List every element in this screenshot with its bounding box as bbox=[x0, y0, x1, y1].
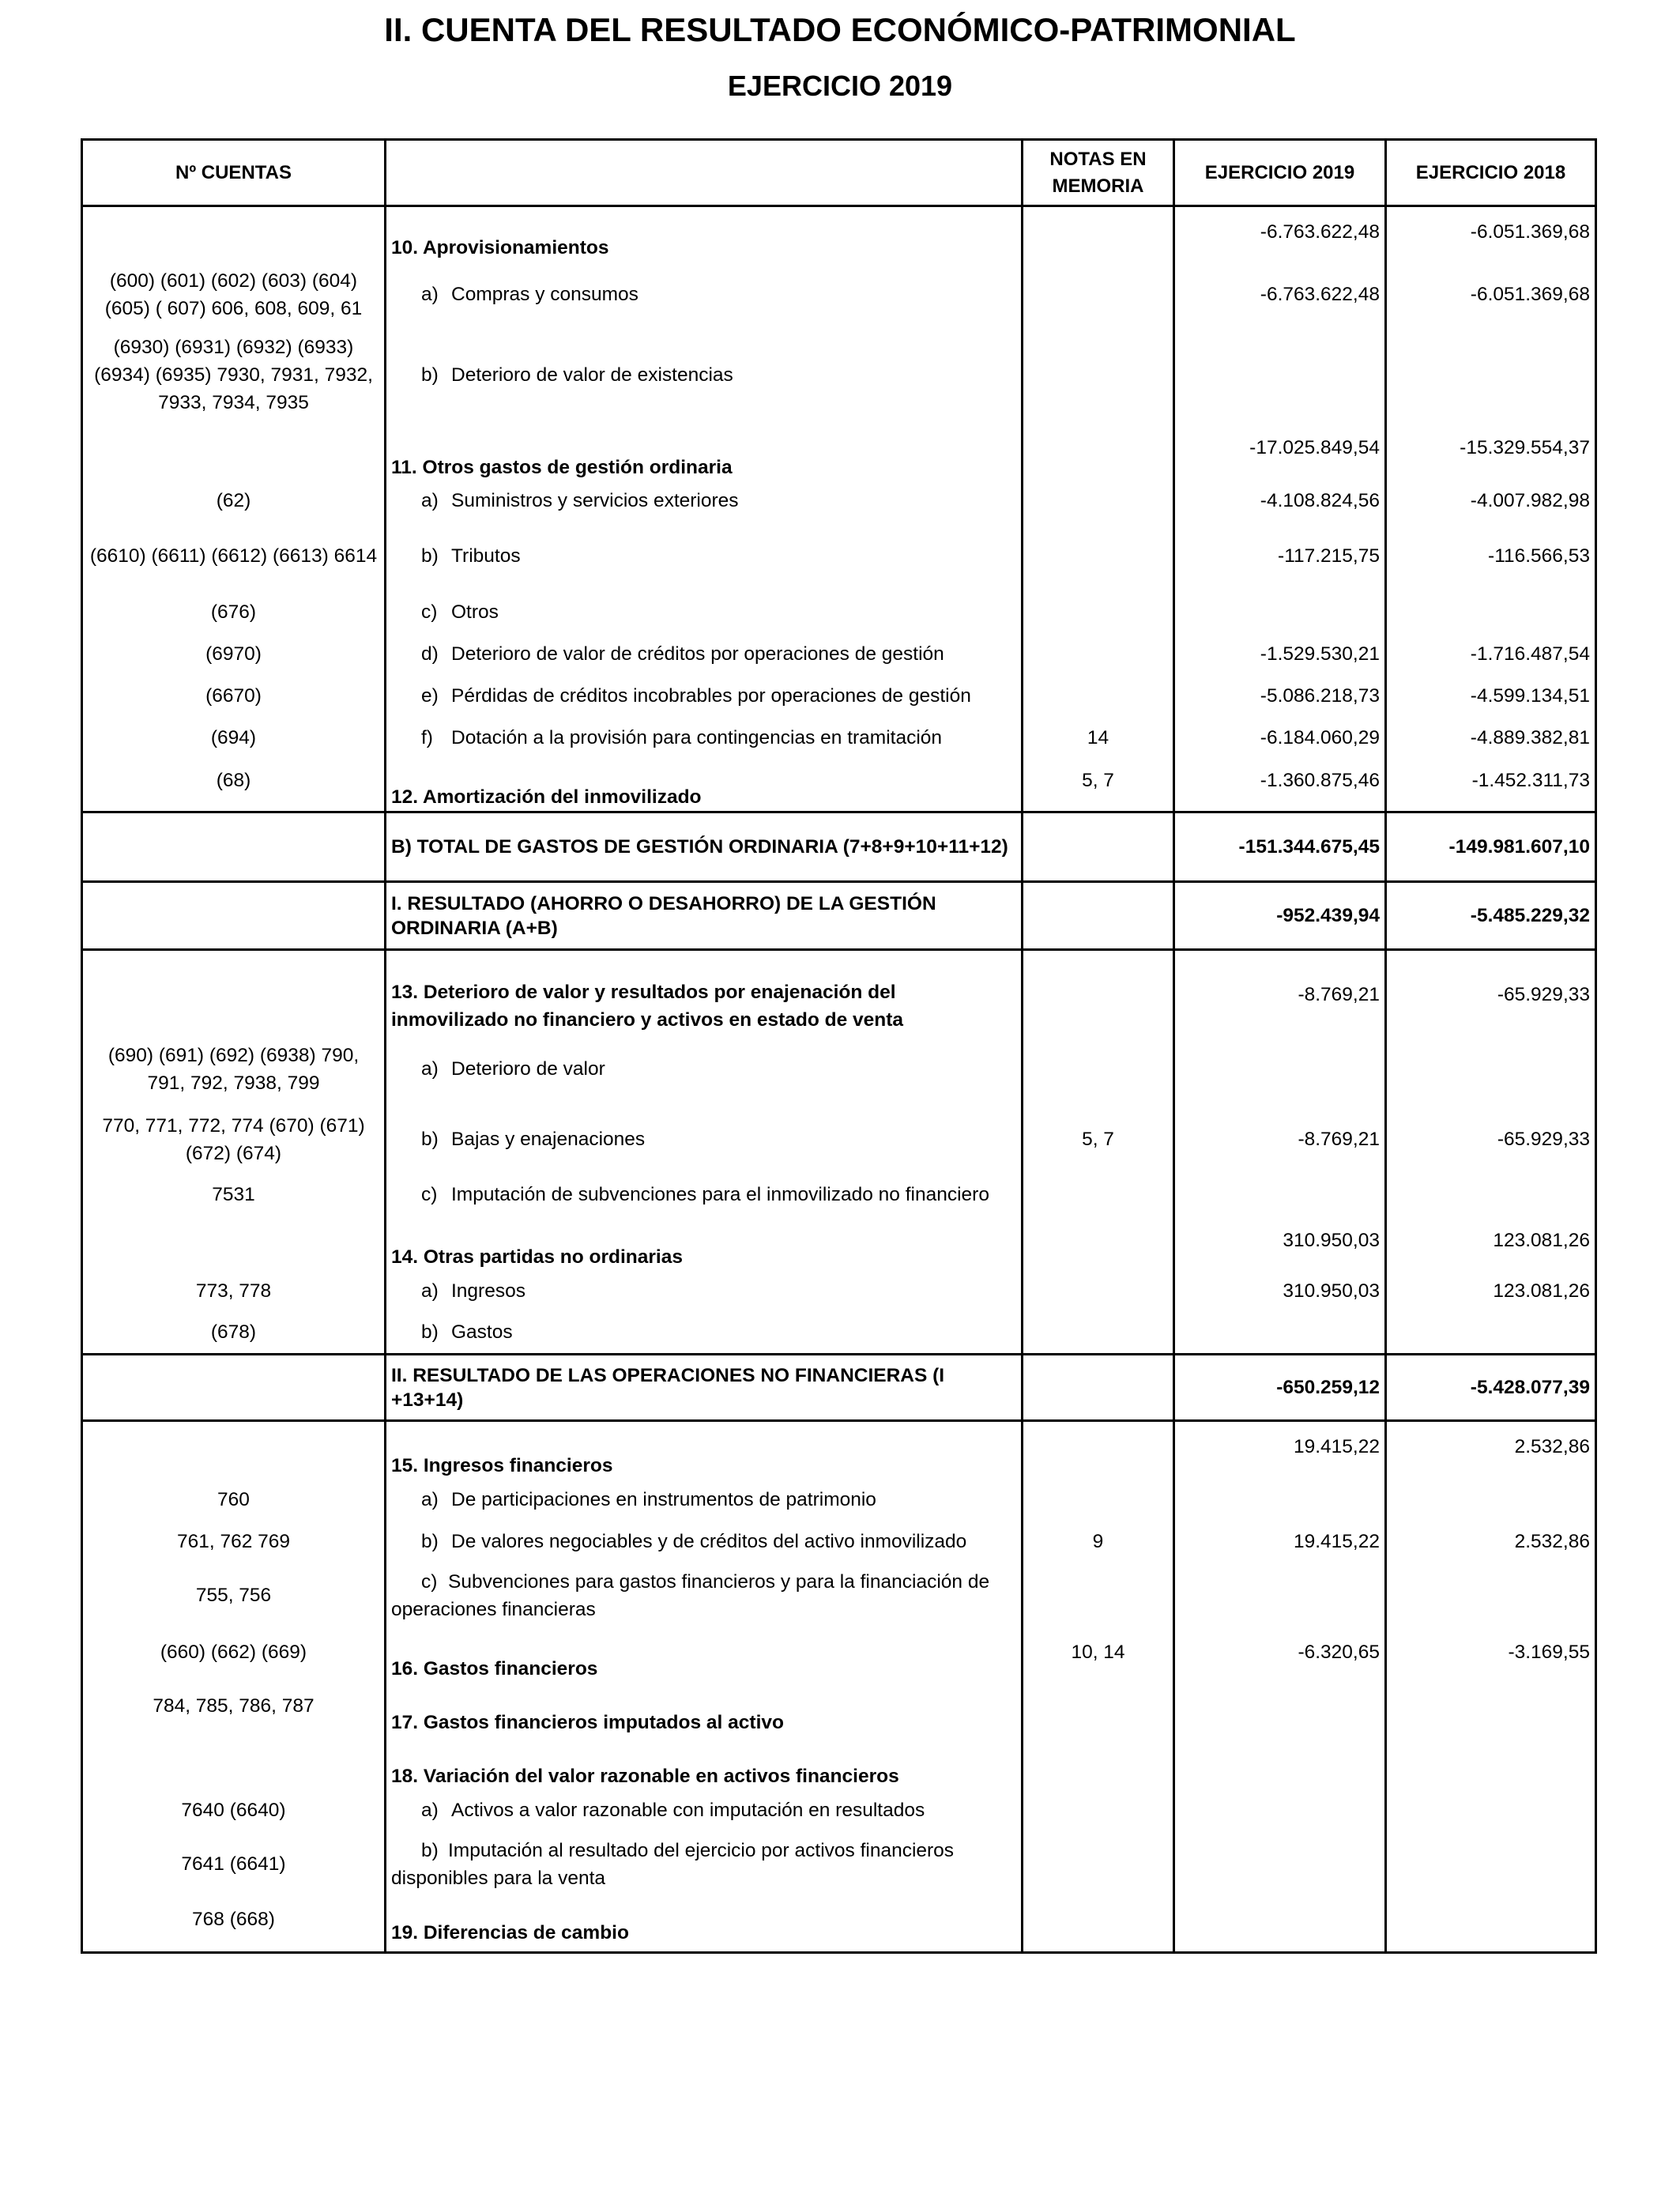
table-row: 7531 c) Imputación de subvenciones para el inmovilizado no financiero bbox=[82, 1174, 1596, 1216]
header-accounts: Nº CUENTAS bbox=[82, 140, 386, 206]
table-row: (678) b) Gastos bbox=[82, 1312, 1596, 1355]
table-row: 768 (668) 19. Diferencias de cambio bbox=[82, 1898, 1596, 1953]
table-row: 773, 778 a) Ingresos 310.950,03 123.081,26 bbox=[82, 1271, 1596, 1312]
table-row: 755, 756 c) Subvenciones para gastos financieros y para la financiación de operaciones financieras bbox=[82, 1563, 1596, 1629]
table-row: (68) 12. Amortización del inmovilizado 5, 7 -1.360.875,46 -1.452.311,73 bbox=[82, 759, 1596, 812]
table-row: 11. Otros gastos de gestión ordinaria -17.025.849,54 -15.329.554,37 bbox=[82, 423, 1596, 481]
header-description bbox=[386, 140, 1023, 206]
table-row: (62) a) Suministros y servicios exteriores -4.108.824,56 -4.007.982,98 bbox=[82, 481, 1596, 521]
total-row: II. RESULTADO DE LAS OPERACIONES NO FINANCIERAS (I +13+14) -650.259,12 -5.428.077,39 bbox=[82, 1355, 1596, 1421]
total-row: B) TOTAL DE GASTOS DE GESTIÓN ORDINARIA (7+8+9+10+11+12) -151.344.675,45 -149.981.607,10 bbox=[82, 812, 1596, 882]
table-row: 760 a) De participaciones en instrumentos de patrimonio bbox=[82, 1480, 1596, 1521]
table-row: 13. Deterioro de valor y resultados por enajenación del inmovilizado no financiero y activos en estado de venta -8.769,21 -65.929,33 bbox=[82, 950, 1596, 1034]
table-row: 7641 (6641) b) Imputación al resultado del ejercicio por activos financieros disponibles para la venta bbox=[82, 1831, 1596, 1898]
table-row: (600) (601) (602) (603) (604) (605) ( 607) 606, 608, 609, 61 a) Compras y consumos -6.763.622,48 -6.051.369,68 bbox=[82, 262, 1596, 328]
page-title: II. CUENTA DEL RESULTADO ECONÓMICO-PATRIMONIAL bbox=[384, 11, 1296, 48]
header-notes: NOTAS EN MEMORIA bbox=[1023, 140, 1174, 206]
table-row: 10. Aprovisionamientos -6.763.622,48 -6.051.369,68 bbox=[82, 206, 1596, 262]
total-row: I. RESULTADO (AHORRO O DESAHORRO) DE LA GESTIÓN ORDINARIA (A+B) -952.439,94 -5.485.229,32 bbox=[82, 882, 1596, 950]
table-row: (6930) (6931) (6932) (6933) (6934) (6935) 7930, 7931, 7932, 7933, 7934, 7935 b) Deterioro de valor de existencias bbox=[82, 328, 1596, 423]
table-row: 784, 785, 786, 787 17. Gastos financieros imputados al activo bbox=[82, 1683, 1596, 1736]
table-row: 761, 762 769 b) De valores negociables y de créditos del activo inmovilizado 9 19.415,22 2.532,86 bbox=[82, 1521, 1596, 1563]
table-row: (660) (662) (669) 16. Gastos financieros 10, 14 -6.320,65 -3.169,55 bbox=[82, 1629, 1596, 1683]
table-row: (6610) (6611) (6612) (6613) 6614 b) Tributos -117.215,75 -116.566,53 bbox=[82, 521, 1596, 592]
table-row: 14. Otras partidas no ordinarias 310.950,03 123.081,26 bbox=[82, 1216, 1596, 1271]
table-row: (694) f) Dotación a la provisión para contingencias en tramitación 14 -6.184.060,29 -4.889.382,81 bbox=[82, 717, 1596, 759]
table-row: (6670) e) Pérdidas de créditos incobrables por operaciones de gestión -5.086.218,73 -4.599.134,51 bbox=[82, 675, 1596, 717]
results-table bbox=[81, 138, 1597, 1954]
page-subtitle: EJERCICIO 2019 bbox=[727, 70, 953, 102]
table-row: (6970) d) Deterioro de valor de créditos por operaciones de gestión -1.529.530,21 -1.716.487,54 bbox=[82, 633, 1596, 675]
header-year-2018: EJERCICIO 2018 bbox=[1386, 140, 1596, 206]
table-row: 15. Ingresos financieros 19.415,22 2.532,86 bbox=[82, 1421, 1596, 1480]
table-row: 18. Variación del valor razonable en activos financieros bbox=[82, 1736, 1596, 1790]
header-year-2019: EJERCICIO 2019 bbox=[1174, 140, 1386, 206]
table-row: 770, 771, 772, 774 (670) (671) (672) (674) b) Bajas y enajenaciones 5, 7 -8.769,21 -65.929,33 bbox=[82, 1105, 1596, 1174]
table-row: (690) (691) (692) (6938) 790, 791, 792, 7938, 799 a) Deterioro de valor bbox=[82, 1034, 1596, 1105]
table-row: 7640 (6640) a) Activos a valor razonable con imputación en resultados bbox=[82, 1790, 1596, 1831]
table-row: (676) c) Otros bbox=[82, 592, 1596, 633]
